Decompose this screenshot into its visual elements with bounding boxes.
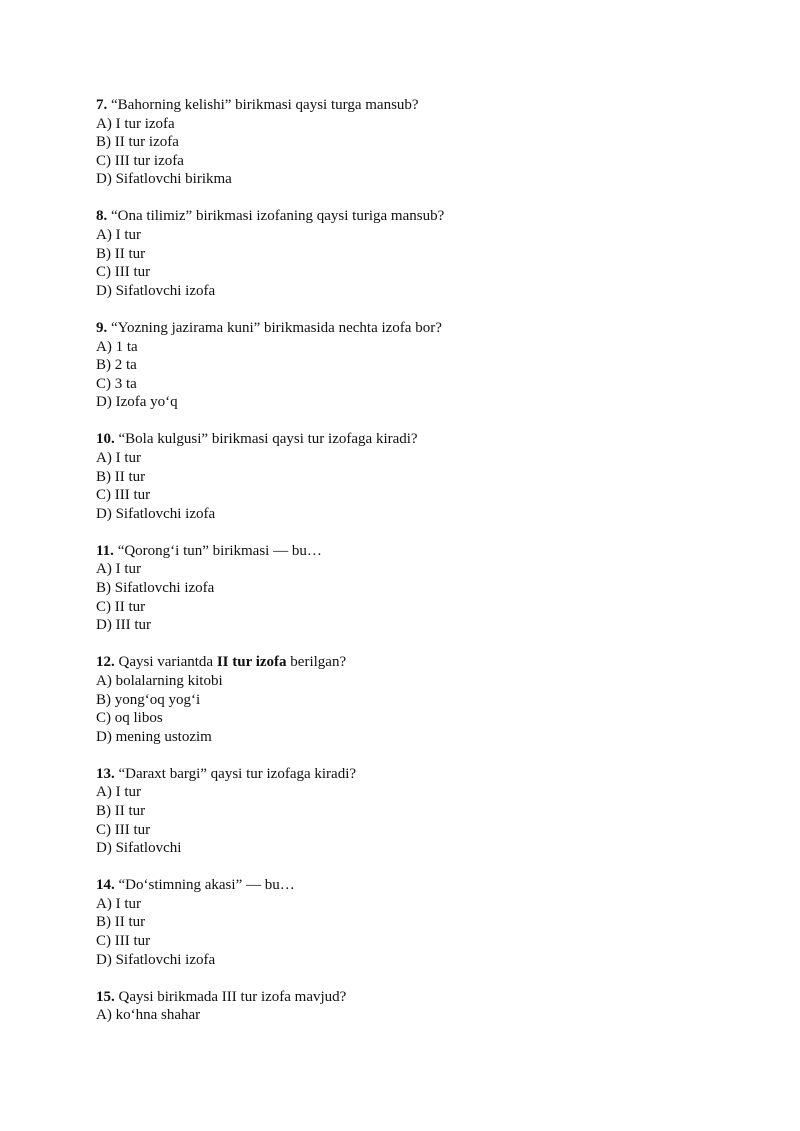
question-text: Qaysi birikmada III tur izofa mavjud? bbox=[118, 988, 347, 1005]
answer-option-d: D) Sifatlovchi izofa bbox=[96, 282, 216, 299]
answer-option-b: B) Sifatlovchi izofa bbox=[96, 580, 215, 597]
answer-option-d: D) mening ustozim bbox=[96, 728, 212, 745]
question-text-end: berilgan? bbox=[286, 654, 347, 671]
question-prompt bbox=[96, 542, 716, 561]
question-prompt bbox=[96, 765, 716, 784]
answer-option-a: A) ko‘hna shahar bbox=[96, 1007, 201, 1024]
answer-option-d: D) Izofa yo‘q bbox=[96, 394, 178, 411]
question-prompt bbox=[96, 430, 716, 449]
question-12 bbox=[96, 653, 716, 746]
answer-option-c: C) III tur bbox=[96, 264, 151, 281]
question-prompt bbox=[96, 876, 716, 895]
answer-option-a: A) I tur bbox=[96, 561, 141, 578]
question-text: “Yozning jazirama kuni” birikmasida nechta izofa bor? bbox=[111, 319, 442, 336]
answer-option-a: A) I tur izofa bbox=[96, 115, 175, 132]
answer-option-d: D) III tur bbox=[96, 617, 151, 634]
answer-option-c: C) 3 ta bbox=[96, 375, 137, 392]
question-number: 15. bbox=[96, 988, 115, 1005]
question-15 bbox=[96, 988, 716, 1025]
question-prompt bbox=[96, 319, 716, 338]
question-13 bbox=[96, 765, 716, 858]
question-8 bbox=[96, 207, 716, 300]
answer-option-b: B) II tur izofa bbox=[96, 134, 179, 151]
question-text: “Bola kulgusi” birikmasi qaysi tur izofaga kiradi? bbox=[118, 431, 418, 448]
question-number: 14. bbox=[96, 877, 115, 894]
answer-option-b: B) II tur bbox=[96, 468, 146, 485]
question-11 bbox=[96, 542, 716, 635]
answer-option-c: C) III tur bbox=[96, 487, 151, 504]
question-prompt bbox=[96, 96, 716, 115]
answer-option-d: D) Sifatlovchi birikma bbox=[96, 171, 232, 188]
answer-option-b: B) 2 ta bbox=[96, 357, 137, 374]
question-number: 11. bbox=[96, 542, 114, 559]
answer-option-d: D) Sifatlovchi bbox=[96, 840, 182, 857]
question-prompt bbox=[96, 988, 716, 1007]
question-text-emphasis: II tur izofa bbox=[216, 654, 287, 671]
question-number: 8. bbox=[96, 208, 108, 225]
question-7 bbox=[96, 96, 716, 189]
question-text-start: Qaysi variantda bbox=[118, 654, 217, 671]
answer-option-c: C) III tur bbox=[96, 933, 151, 950]
answer-option-c: C) III tur izofa bbox=[96, 152, 184, 169]
answer-option-a: A) I tur bbox=[96, 895, 141, 912]
answer-option-b: B) II tur bbox=[96, 914, 146, 931]
answer-option-a: A) I tur bbox=[96, 450, 141, 466]
question-prompt bbox=[96, 653, 716, 672]
question-text: “Ona tilimiz” birikmasi izofaning qaysi turiga mansub? bbox=[111, 208, 445, 225]
answer-option-b: B) II tur bbox=[96, 245, 146, 262]
answer-option-b: B) yong‘oq yog‘i bbox=[96, 691, 201, 708]
question-text: “Do‘stimning akasi” — bu… bbox=[118, 877, 295, 894]
question-9 bbox=[96, 319, 716, 412]
question-prompt bbox=[96, 207, 716, 226]
question-14 bbox=[96, 876, 716, 969]
answer-option-a: A) I tur bbox=[96, 784, 141, 801]
answer-option-c: C) oq libos bbox=[96, 710, 163, 727]
answer-option-c: C) III tur bbox=[96, 821, 151, 838]
question-number: 10. bbox=[96, 431, 115, 448]
answer-option-c: C) II tur bbox=[96, 598, 146, 615]
answer-option-a: A) bolalarning kitobi bbox=[96, 672, 223, 689]
question-10 bbox=[96, 430, 716, 523]
question-text: “Bahorning kelishi” birikmasi qaysi turga mansub? bbox=[111, 97, 419, 113]
answer-option-d: D) Sifatlovchi izofa bbox=[96, 951, 216, 968]
question-number: 13. bbox=[96, 765, 115, 782]
answer-option-a: A) I tur bbox=[96, 227, 141, 244]
question-number: 9. bbox=[96, 319, 108, 336]
answer-option-b: B) II tur bbox=[96, 803, 146, 819]
question-number: 7. bbox=[96, 97, 108, 113]
question-number: 12. bbox=[96, 654, 115, 671]
answer-option-d: D) Sifatlovchi izofa bbox=[96, 505, 216, 522]
question-text: “Daraxt bargi” qaysi tur izofaga kiradi? bbox=[118, 765, 357, 782]
answer-option-a: A) 1 ta bbox=[96, 338, 138, 355]
question-text: “Qorong‘i tun” birikmasi — bu… bbox=[117, 542, 322, 559]
document-page bbox=[96, 96, 716, 1043]
